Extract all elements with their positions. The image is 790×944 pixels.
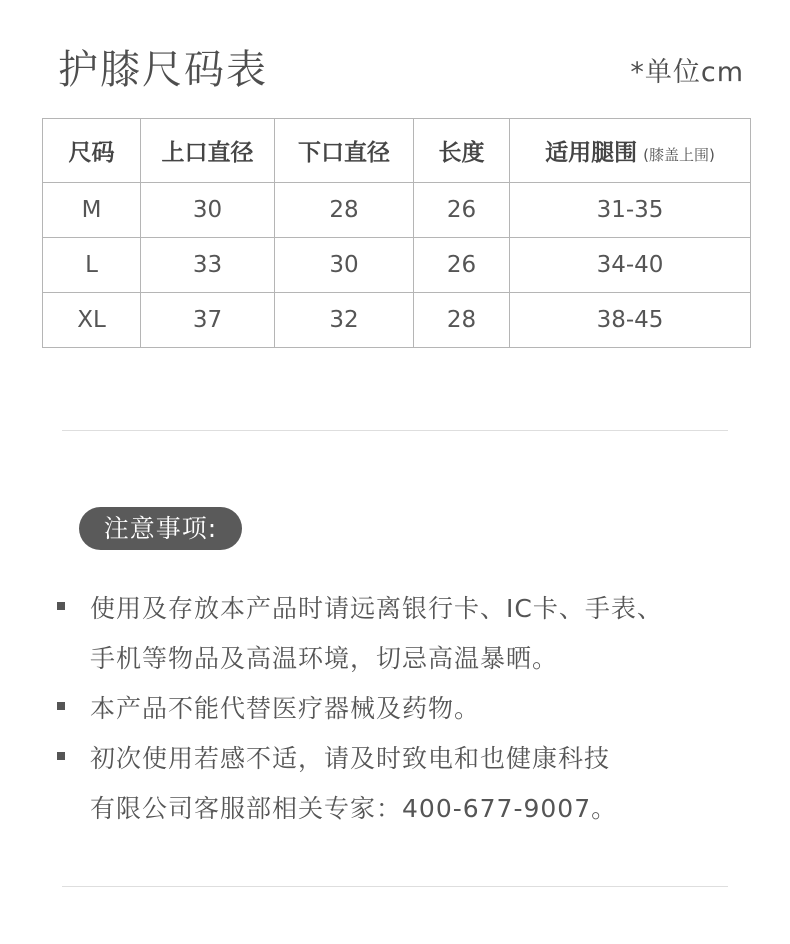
table-cell: 26 (414, 238, 510, 293)
table-cell: 34-40 (510, 238, 751, 293)
square-bullet-icon (57, 752, 65, 760)
note-line: 初次使用若感不适，请及时致电和也健康科技 (90, 744, 611, 773)
header-size: 尺码 (43, 119, 141, 183)
page-title: 护膝尺码表 (58, 47, 268, 93)
table-cell: 37 (141, 293, 275, 348)
table-cell: 28 (275, 183, 414, 238)
table-row (43, 238, 751, 293)
table-cell: 30 (141, 183, 275, 238)
table-header-row (43, 119, 751, 183)
header-leg-circumference (510, 119, 751, 183)
table-cell: M (43, 183, 141, 238)
table-cell: 31-35 (510, 183, 751, 238)
table-cell: 26 (414, 183, 510, 238)
table-cell: 28 (414, 293, 510, 348)
divider (62, 886, 728, 887)
header-length: 长度 (414, 119, 510, 183)
header-upper-diameter: 上口直径 (141, 119, 275, 183)
table-cell: 30 (275, 238, 414, 293)
note-line: 手机等物品及高温环境，切忌高温暴晒。 (90, 644, 559, 673)
square-bullet-icon (57, 602, 65, 610)
header-lower-diameter: 下口直径 (275, 119, 414, 183)
table-row (43, 183, 751, 238)
table-cell: 38-45 (510, 293, 751, 348)
notice-badge: 注意事项: (79, 507, 242, 550)
note-line: 使用及存放本产品时请远离银行卡、IC卡、手表、 (90, 594, 663, 623)
list-item (55, 684, 755, 734)
note-line: 本产品不能代替医疗器械及药物。 (90, 694, 481, 723)
divider (62, 430, 728, 431)
unit-label: *单位cm (630, 57, 744, 88)
table-cell: XL (43, 293, 141, 348)
list-item (55, 584, 755, 684)
table-cell: 32 (275, 293, 414, 348)
table-row (43, 293, 751, 348)
note-line: 有限公司客服部相关专家：400-677-9007。 (90, 794, 618, 823)
header-leg-label: 适用腿围 (545, 140, 638, 166)
table-cell: 33 (141, 238, 275, 293)
notice-list (55, 584, 755, 834)
list-item (55, 734, 755, 834)
square-bullet-icon (57, 702, 65, 710)
header-leg-note: (膝盖上围) (643, 146, 715, 164)
size-chart-table (42, 118, 751, 348)
table-cell: L (43, 238, 141, 293)
